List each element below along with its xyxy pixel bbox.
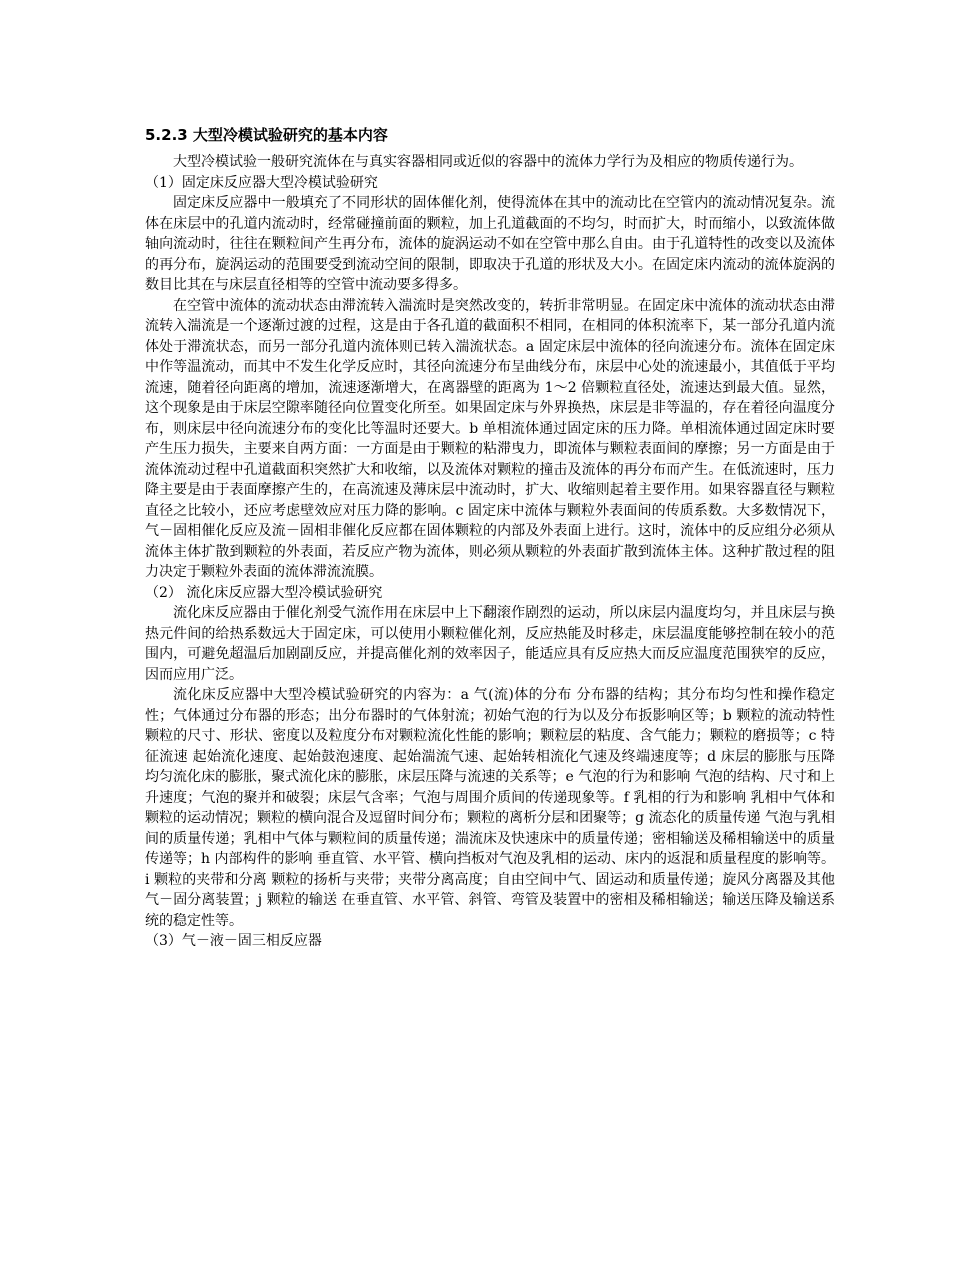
part1-paragraph-2: 在空管中流体的流动状态由滞流转入湍流时是突然改变的，转折非常明显。在固定床中流体的流动状态由滞流转入湍流是一个逐渐过渡的过程，这是由于各孔道的截面积不相同，在相同的体积流率下，某一部分孔道内流体处于滞流状态，而另一部分孔道内流体则已转入湍流状态。a 固定床层中流体的径向流速分布。流体在固定床中作等温流动，而其中不发生化学反应时，其径向流速分布呈曲线分布，床层中心处的流速最小，其值低于平均流速，随着径向距离的增加，流速逐渐增大，在离器壁的距离为 1～2 倍颗粒直径处，流速达到最大值。显然，这个现象是由于床层空隙率随径向位置变化所至。如果固定床与外界换热，床层是非等温的，存在着径向温度分布，则床层中径向流速分布的变化比等温时还要大。b 单相流体通过固定床的压力降。单相流体通过固定床时要产生压力损失，主要来自两方面：一方面是由于颗粒的粘滞曳力，即流体与颗粒表面间的摩擦；另一方面是由于流体流动过程中孔道截面积突然扩大和收缩，以及流体对颗粒的撞击及流体的再分布而产生。在低流速时，压力降主要是由于表面摩擦产生的，在高流速及薄床层中流动时，扩大、收缩则起着主要作用。如果容器直径与颗粒直径之比较小，还应考虑壁效应对压力降的影响。c 固定床中流体与颗粒外表面间的传质系数。大多数情况下，气－固相催化反应及流－固相非催化反应都在固体颗粒的内部及外表面上进行。这时，流体中的反应组分必须从流体主体扩散到颗粒的外表面，若反应产物为流体，则必须从颗粒的外表面扩散到流体主体。这种扩散过程的阻力决定于颗粒外表面的流体滞流流膜。: [145, 297, 835, 580]
document-page: [145, 124, 835, 952]
part2-title: （2） 流化床反应器大型冷模试验研究: [145, 584, 383, 601]
intro-paragraph: 大型冷模试验一般研究流体在与真实容器相同或近似的容器中的流体力学行为及相应的物质传递行为。: [173, 154, 803, 170]
part2-paragraph-2: 流化床反应器中大型冷模试验研究的内容为：a 气(流)体的分布 分布器的结构；其分布均匀性和操作稳定性；气体通过分布器的形态；出分布器时的气体射流；初始气泡的行为以及分布扳影响区等；b 颗粒的流动特性 颗粒的尺寸、形状、密度以及粒度分布对颗粒流化性能的影响；颗粒层的粘度、含气能力；颗粒的磨损等；c 特征流速 起始流化速度、起始鼓泡速度、起始湍流气速、起始转相流化气速及终端速度等；d 床层的膨胀与压降 均匀流化床的膨胀，聚式流化床的膨胀，床层压降与流速的关系等；e 气泡的行为和影响 气泡的结构、尺寸和上升速度；气泡的聚并和破裂；床层气含率；气泡与周围介质间的传递现象等。f 乳相的行为和影响 乳相中气体和颗粒的运动情况；颗粒的横向混合及逗留时间分布；颗粒的离析分层和团聚等；g 流态化的质量传递 气泡与乳相间的质量传递；乳相中气体与颗粒间的质量传递；湍流床及快速床中的质量传递；密相输送及稀相输送中的质量传递等；h 内部构件的影响 垂直管、水平管、横向挡板对气泡及乳相的运动、床内的返混和质量程度的影响等。i 颗粒的夹带和分离 颗粒的扬析与夹带；夹带分离高度；自由空间中气、固运动和质量传递；旋风分离器及其他气－固分离装置；j 颗粒的输送 在垂直管、水平管、斜管、弯管及装置中的密相及稀相输送；输送压降及输送系统的稳定性等。: [145, 687, 835, 929]
part1-title: （1）固定床反应器大型冷模试验研究: [145, 174, 378, 191]
part2-paragraph-1: 流化床反应器由于催化剂受气流作用在床层中上下翻滚作剧烈的运动，所以床层内温度均匀，并且床层与换热元件间的给热系数远大于固定床，可以使用小颗粒催化剂，反应热能及时移走，床层温度能够控制在较小的范围内，可避免超温后加剧副反应，并提高催化剂的效率因子，能适应具有反应热大而反应温度范围狭窄的反应，因而应用广泛。: [145, 605, 835, 683]
part1-paragraph-1: 固定床反应器中一般填充了不同形状的固体催化剂，使得流体在其中的流动比在空管内的流动情况复杂。流体在床层中的孔道内流动时，经常碰撞前面的颗粒，加上孔道截面的不均匀，时而扩大，时而缩小，以致流体做轴向流动时，往往在颗粒间产生再分布，流体的旋涡运动不如在空管中那么自由。由于孔道特性的改变以及流体的再分布，旋涡运动的范围要受到流动空间的限制，即取决于孔道的形状及大小。在固定床内流动的流体旋涡的数目比其在与床层直径相等的空管中流动要多得多。: [145, 195, 835, 293]
section-heading: 5.2.3 大型冷模试验研究的基本内容: [145, 126, 388, 144]
part3-title: （3）气－液－固三相反应器: [145, 933, 322, 949]
